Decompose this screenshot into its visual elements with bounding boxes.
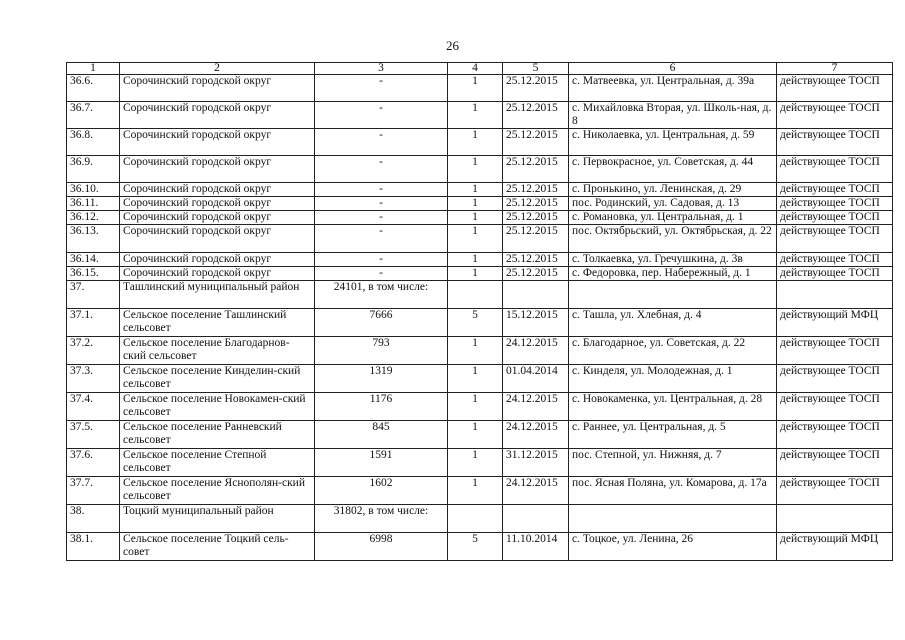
- cell-address: пос. Ясная Поляна, ул. Комарова, д. 17а: [569, 477, 777, 505]
- cell-address: с. Михайловка Вторая, ул. Школь-ная, д. 8: [569, 102, 777, 129]
- table-row: [67, 75, 893, 102]
- cell-address: с. Федоровка, пер. Набережный, д. 1: [569, 267, 777, 281]
- cell-population: 1591: [315, 449, 448, 477]
- cell-population: 1319: [315, 365, 448, 393]
- cell-status: действующее ТОСП: [777, 449, 893, 477]
- cell-windows-count: 1: [448, 225, 503, 253]
- cell-address: [569, 505, 777, 533]
- cell-status: действующее ТОСП: [777, 102, 893, 129]
- cell-address: с. Романовка, ул. Центральная, д. 1: [569, 211, 777, 225]
- table-row: [67, 421, 893, 449]
- cell-item-number: 38.: [67, 505, 120, 533]
- cell-address: с. Тоцкое, ул. Ленина, 26: [569, 533, 777, 561]
- cell-status: [777, 505, 893, 533]
- cell-status: действующее ТОСП: [777, 253, 893, 267]
- cell-status: действующее ТОСП: [777, 393, 893, 421]
- column-header-4: 4: [448, 63, 503, 75]
- table-row: [67, 505, 893, 533]
- cell-address: с. Матвеевка, ул. Центральная, д. 39а: [569, 75, 777, 102]
- table-row: [67, 393, 893, 421]
- cell-windows-count: 1: [448, 156, 503, 183]
- cell-opening-date: 11.10.2014: [503, 533, 569, 561]
- table-row: [67, 533, 893, 561]
- cell-item-number: 36.12.: [67, 211, 120, 225]
- cell-municipality: Сорочинский городской округ: [120, 183, 315, 197]
- table-body: [67, 75, 893, 561]
- cell-item-number: 36.13.: [67, 225, 120, 253]
- cell-windows-count: 1: [448, 183, 503, 197]
- cell-windows-count: 1: [448, 211, 503, 225]
- cell-population: 31802, в том числе:: [315, 505, 448, 533]
- cell-windows-count: 1: [448, 365, 503, 393]
- table-row: [67, 267, 893, 281]
- cell-municipality: Ташлинский муниципальный район: [120, 281, 315, 309]
- cell-municipality: Сорочинский городской округ: [120, 267, 315, 281]
- cell-status: действующее ТОСП: [777, 183, 893, 197]
- cell-address: с. Новокаменка, ул. Центральная, д. 28: [569, 393, 777, 421]
- table-row: [67, 337, 893, 365]
- table-row: [67, 197, 893, 211]
- page-number: 26: [446, 38, 459, 53]
- cell-address: с. Толкаевка, ул. Гречушкина, д. 3в: [569, 253, 777, 267]
- cell-windows-count: 1: [448, 449, 503, 477]
- cell-municipality: Сорочинский городской округ: [120, 102, 315, 129]
- cell-item-number: 36.8.: [67, 129, 120, 156]
- cell-item-number: 37.3.: [67, 365, 120, 393]
- cell-population: -: [315, 211, 448, 225]
- cell-opening-date: 31.12.2015: [503, 449, 569, 477]
- cell-windows-count: 1: [448, 129, 503, 156]
- cell-municipality: Сельское поселение Новокамен-ский сельсовет: [120, 393, 315, 421]
- cell-status: действующий МФЦ: [777, 533, 893, 561]
- table-row: [67, 281, 893, 309]
- cell-windows-count: 1: [448, 197, 503, 211]
- cell-population: -: [315, 183, 448, 197]
- cell-opening-date: 25.12.2015: [503, 197, 569, 211]
- cell-population: -: [315, 156, 448, 183]
- cell-municipality: Сельское поселение Степной сельсовет: [120, 449, 315, 477]
- table-row: [67, 449, 893, 477]
- column-header-7: 7: [777, 63, 893, 75]
- cell-windows-count: 1: [448, 102, 503, 129]
- cell-windows-count: 1: [448, 337, 503, 365]
- cell-item-number: 38.1.: [67, 533, 120, 561]
- table-row: [67, 102, 893, 129]
- cell-address: [569, 281, 777, 309]
- cell-item-number: 36.11.: [67, 197, 120, 211]
- column-header-2: 2: [120, 63, 315, 75]
- cell-status: действующий МФЦ: [777, 309, 893, 337]
- cell-address: с. Николаевка, ул. Центральная, д. 59: [569, 129, 777, 156]
- cell-status: действующее ТОСП: [777, 156, 893, 183]
- cell-municipality: Сорочинский городской округ: [120, 225, 315, 253]
- cell-item-number: 36.9.: [67, 156, 120, 183]
- cell-opening-date: [503, 281, 569, 309]
- table-row: [67, 365, 893, 393]
- cell-opening-date: 25.12.2015: [503, 183, 569, 197]
- cell-item-number: 36.6.: [67, 75, 120, 102]
- cell-windows-count: 5: [448, 309, 503, 337]
- cell-municipality: Сельское поселение Тоцкий сель-совет: [120, 533, 315, 561]
- cell-item-number: 36.10.: [67, 183, 120, 197]
- document-table: [66, 62, 893, 561]
- cell-status: действующее ТОСП: [777, 477, 893, 505]
- cell-population: 845: [315, 421, 448, 449]
- column-header-5: 5: [503, 63, 569, 75]
- cell-address: с. Первокрасное, ул. Советская, д. 44: [569, 156, 777, 183]
- cell-item-number: 36.15.: [67, 267, 120, 281]
- table-row: [67, 129, 893, 156]
- cell-address: с. Благодарное, ул. Советская, д. 22: [569, 337, 777, 365]
- cell-item-number: 36.14.: [67, 253, 120, 267]
- cell-item-number: 37.6.: [67, 449, 120, 477]
- cell-address: пос. Родинский, ул. Садовая, д. 13: [569, 197, 777, 211]
- cell-opening-date: 25.12.2015: [503, 102, 569, 129]
- column-header-1: 1: [67, 63, 120, 75]
- cell-status: действующее ТОСП: [777, 421, 893, 449]
- cell-municipality: Сельское поселение Яснополян-ский сельсовет: [120, 477, 315, 505]
- cell-windows-count: 5: [448, 533, 503, 561]
- cell-opening-date: 24.12.2015: [503, 393, 569, 421]
- cell-status: действующее ТОСП: [777, 75, 893, 102]
- cell-status: действующее ТОСП: [777, 337, 893, 365]
- cell-opening-date: 25.12.2015: [503, 75, 569, 102]
- cell-population: -: [315, 267, 448, 281]
- cell-windows-count: 1: [448, 253, 503, 267]
- cell-municipality: Сорочинский городской округ: [120, 197, 315, 211]
- cell-status: действующее ТОСП: [777, 267, 893, 281]
- cell-item-number: 37.4.: [67, 393, 120, 421]
- cell-address: пос. Октябрьский, ул. Октябрьская, д. 22: [569, 225, 777, 253]
- cell-population: -: [315, 129, 448, 156]
- cell-opening-date: 25.12.2015: [503, 211, 569, 225]
- cell-municipality: Сельское поселение Кинделин-ский сельсовет: [120, 365, 315, 393]
- cell-opening-date: 25.12.2015: [503, 267, 569, 281]
- cell-status: [777, 281, 893, 309]
- cell-windows-count: 1: [448, 477, 503, 505]
- cell-opening-date: 25.12.2015: [503, 129, 569, 156]
- cell-windows-count: 1: [448, 267, 503, 281]
- cell-opening-date: 24.12.2015: [503, 477, 569, 505]
- cell-opening-date: 01.04.2014: [503, 365, 569, 393]
- cell-municipality: Сорочинский городской округ: [120, 211, 315, 225]
- table-row: [67, 183, 893, 197]
- cell-opening-date: 25.12.2015: [503, 225, 569, 253]
- cell-windows-count: [448, 281, 503, 309]
- cell-status: действующее ТОСП: [777, 211, 893, 225]
- cell-item-number: 36.7.: [67, 102, 120, 129]
- cell-population: -: [315, 225, 448, 253]
- cell-opening-date: 24.12.2015: [503, 421, 569, 449]
- cell-status: действующее ТОСП: [777, 225, 893, 253]
- cell-item-number: 37.: [67, 281, 120, 309]
- cell-windows-count: 1: [448, 75, 503, 102]
- cell-municipality: Сорочинский городской округ: [120, 75, 315, 102]
- cell-address: с. Раннее, ул. Центральная, д. 5: [569, 421, 777, 449]
- cell-item-number: 37.7.: [67, 477, 120, 505]
- cell-population: 24101, в том числе:: [315, 281, 448, 309]
- table-row: [67, 309, 893, 337]
- cell-population: -: [315, 253, 448, 267]
- cell-item-number: 37.1.: [67, 309, 120, 337]
- cell-population: 1176: [315, 393, 448, 421]
- cell-status: действующее ТОСП: [777, 365, 893, 393]
- cell-item-number: 37.2.: [67, 337, 120, 365]
- cell-municipality: Сорочинский городской округ: [120, 156, 315, 183]
- cell-population: -: [315, 197, 448, 211]
- cell-opening-date: 15.12.2015: [503, 309, 569, 337]
- cell-municipality: Сорочинский городской округ: [120, 253, 315, 267]
- cell-opening-date: [503, 505, 569, 533]
- cell-population: 6998: [315, 533, 448, 561]
- cell-address: пос. Степной, ул. Нижняя, д. 7: [569, 449, 777, 477]
- table-row: [67, 477, 893, 505]
- cell-population: -: [315, 102, 448, 129]
- cell-address: с. Пронькино, ул. Ленинская, д. 29: [569, 183, 777, 197]
- cell-address: с. Кинделя, ул. Молодежная, д. 1: [569, 365, 777, 393]
- column-header-6: 6: [569, 63, 777, 75]
- cell-population: -: [315, 75, 448, 102]
- column-header-3: 3: [315, 63, 448, 75]
- table-row: [67, 253, 893, 267]
- cell-population: 1602: [315, 477, 448, 505]
- table-row: [67, 211, 893, 225]
- cell-item-number: 37.5.: [67, 421, 120, 449]
- cell-population: 793: [315, 337, 448, 365]
- cell-population: 7666: [315, 309, 448, 337]
- cell-opening-date: 24.12.2015: [503, 337, 569, 365]
- cell-municipality: Сельское поселение Ранневский сельсовет: [120, 421, 315, 449]
- column-number-row: [67, 63, 893, 75]
- cell-windows-count: [448, 505, 503, 533]
- cell-opening-date: 25.12.2015: [503, 156, 569, 183]
- cell-municipality: Тоцкий муниципальный район: [120, 505, 315, 533]
- cell-municipality: Сельское поселение Благодарнов-ский сельсовет: [120, 337, 315, 365]
- cell-windows-count: 1: [448, 393, 503, 421]
- cell-municipality: Сорочинский городской округ: [120, 129, 315, 156]
- table-row: [67, 225, 893, 253]
- cell-status: действующее ТОСП: [777, 129, 893, 156]
- cell-windows-count: 1: [448, 421, 503, 449]
- cell-municipality: Сельское поселение Ташлинский сельсовет: [120, 309, 315, 337]
- cell-status: действующее ТОСП: [777, 197, 893, 211]
- table-row: [67, 156, 893, 183]
- cell-address: с. Ташла, ул. Хлебная, д. 4: [569, 309, 777, 337]
- cell-opening-date: 25.12.2015: [503, 253, 569, 267]
